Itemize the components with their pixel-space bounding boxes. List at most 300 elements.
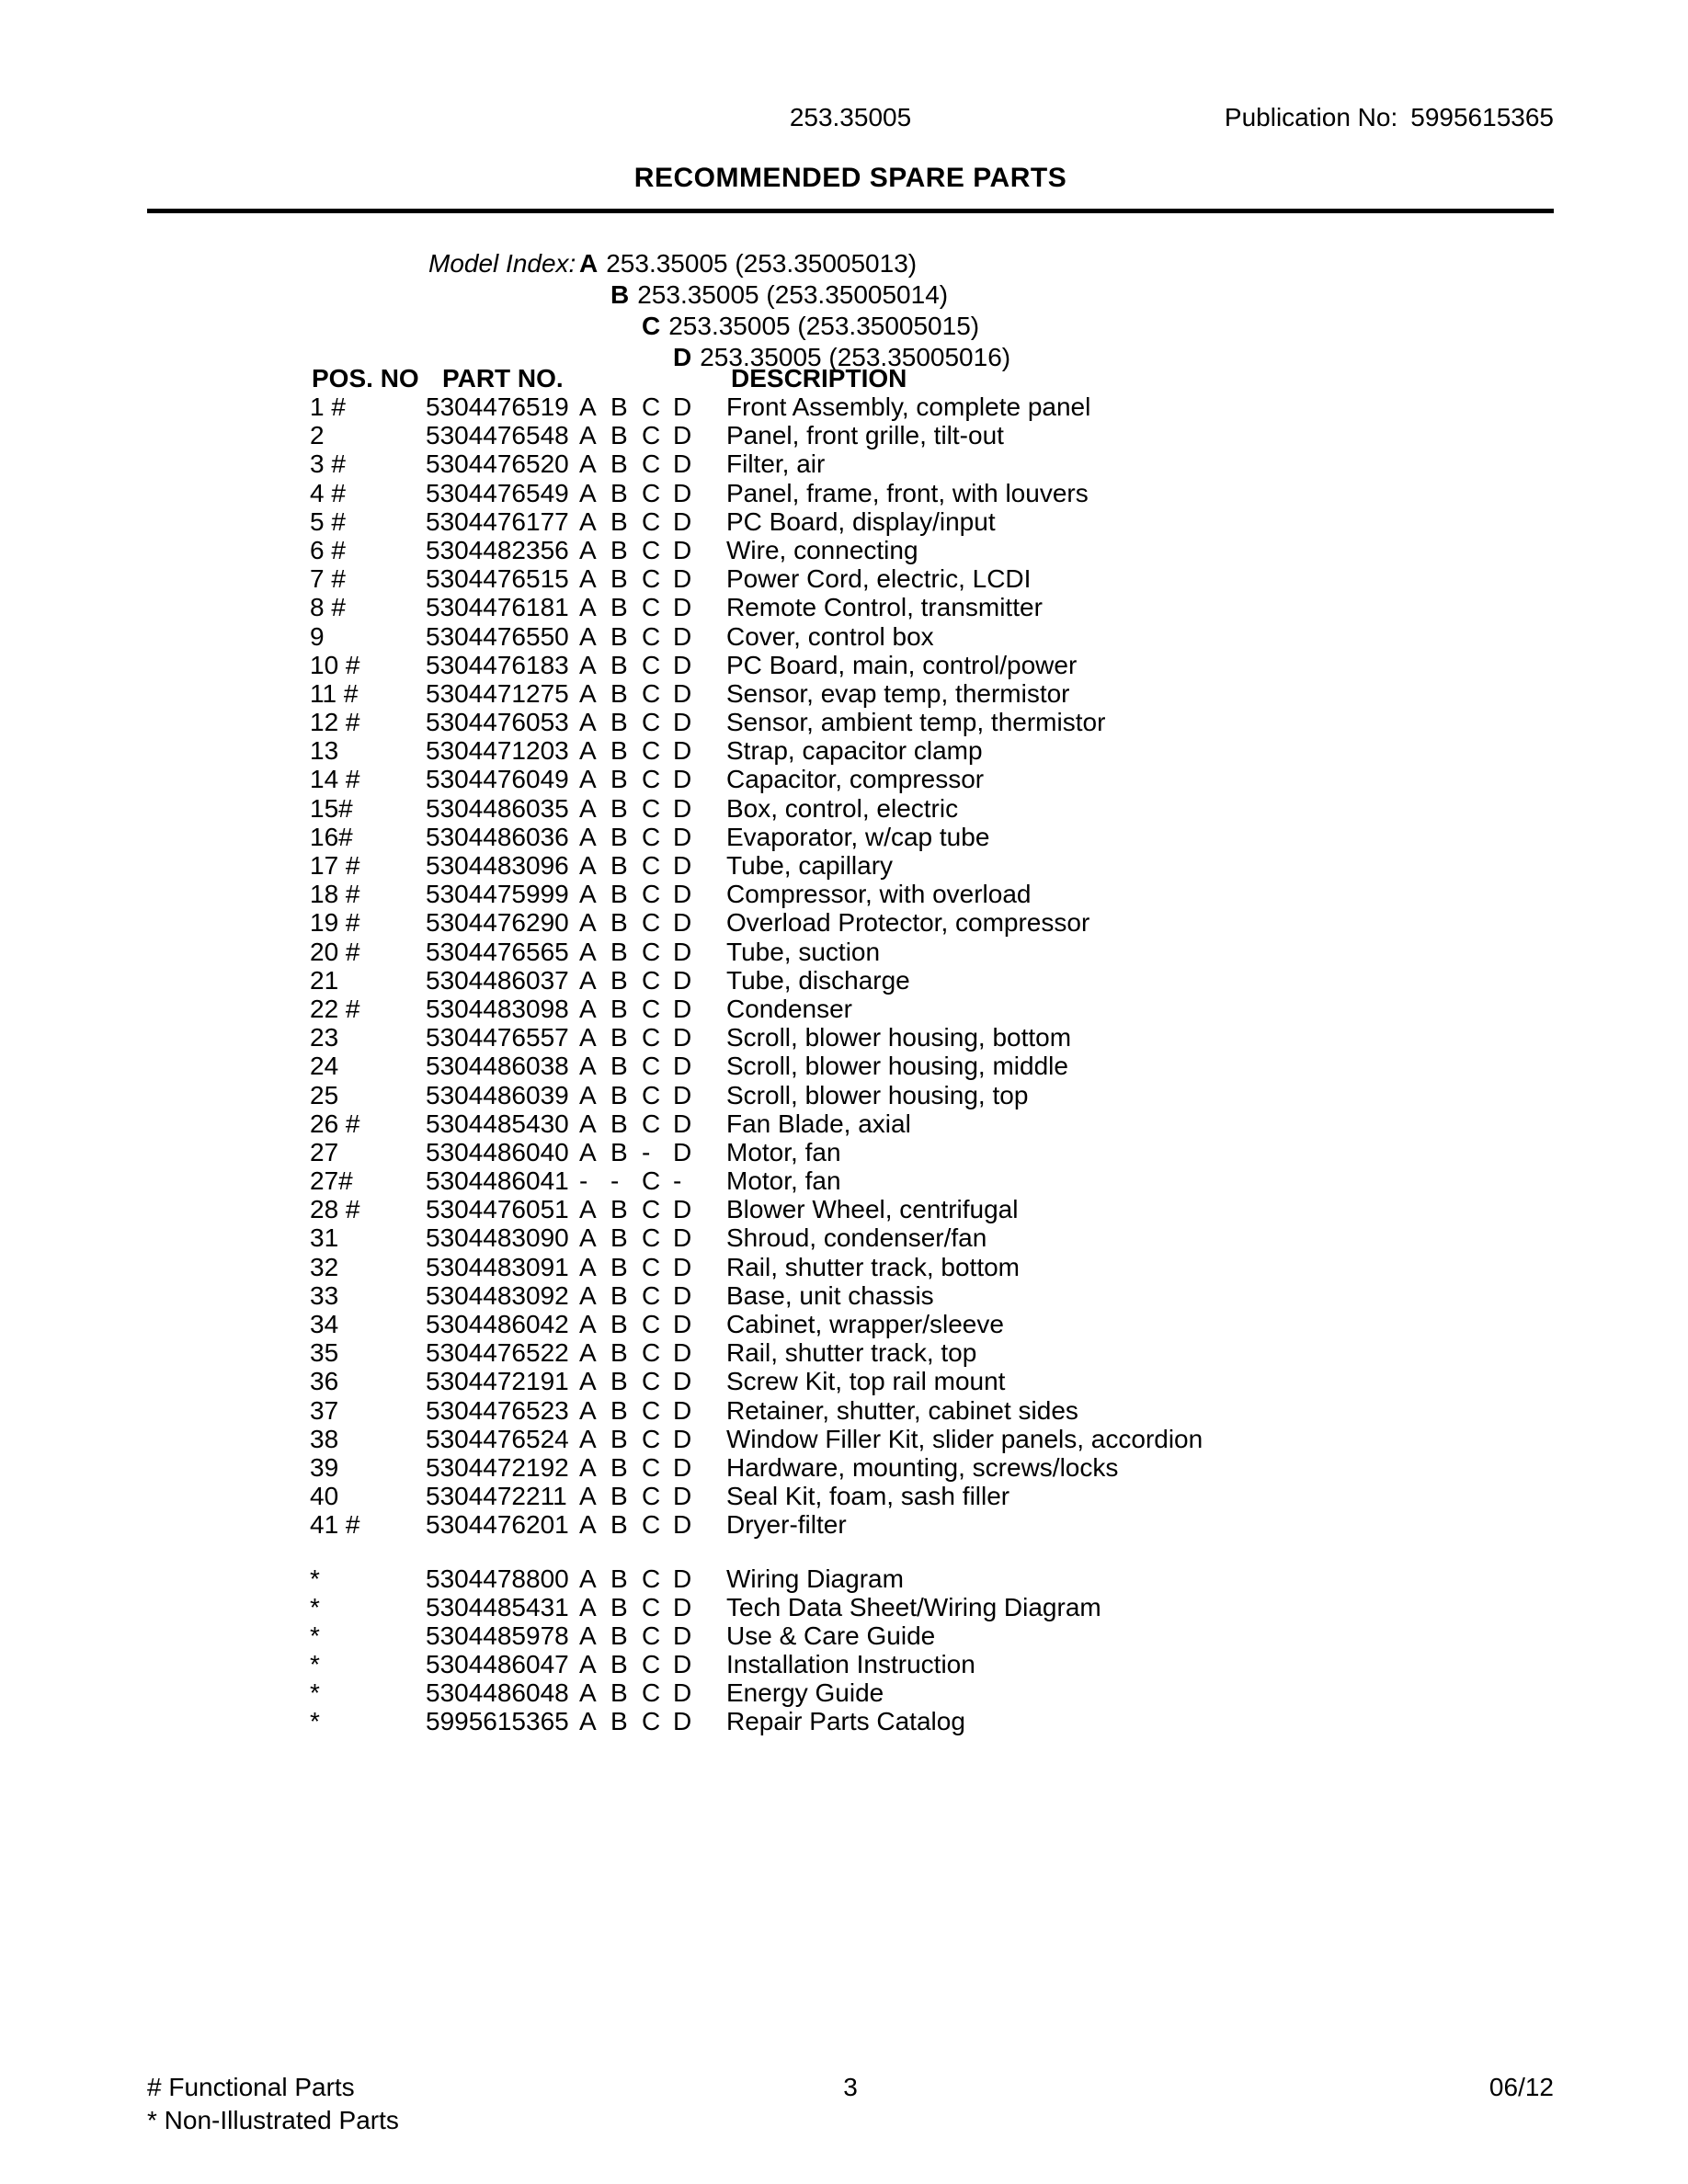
- row-model-mark-d: D: [673, 1109, 692, 1138]
- row-pos-number: *: [310, 1621, 320, 1650]
- row-model-mark-b: B: [610, 449, 628, 479]
- row-model-mark-b: B: [610, 650, 628, 679]
- table-row: [303, 564, 1688, 593]
- row-pos-number: 16#: [310, 822, 353, 851]
- row-pos-number: 22 #: [310, 994, 360, 1023]
- row-part-number: 5304486038: [426, 1052, 569, 1081]
- parts-table: [303, 364, 1688, 1736]
- row-model-mark-c: C: [642, 1592, 661, 1621]
- row-model-mark-c: C: [642, 1621, 661, 1650]
- row-model-mark-a: A: [579, 1080, 597, 1109]
- document-header: [147, 103, 1554, 134]
- row-model-mark-b: B: [610, 421, 628, 450]
- row-model-mark-c: C: [642, 1564, 661, 1593]
- row-model-mark-c: C: [642, 1510, 661, 1540]
- row-model-mark-c: C: [642, 650, 661, 679]
- row-model-mark-a: A: [579, 1678, 597, 1708]
- row-model-mark-a: A: [579, 1052, 597, 1081]
- row-model-mark-b: B: [610, 535, 628, 564]
- row-model-mark-a: -: [579, 1166, 588, 1196]
- table-row: [303, 708, 1688, 736]
- row-model-mark-b: B: [610, 1395, 628, 1425]
- row-part-number: 5304476051: [426, 1195, 569, 1224]
- model-index-entry: [428, 279, 1010, 311]
- model-index-letter: A: [579, 249, 599, 278]
- row-model-mark-c: C: [642, 1252, 661, 1281]
- row-pos-number: 27: [310, 1137, 339, 1166]
- model-index-letter: B: [610, 280, 630, 309]
- row-model-mark-c: C: [642, 1223, 661, 1253]
- row-model-mark-d: D: [673, 593, 692, 622]
- row-model-mark-d: D: [673, 908, 692, 938]
- row-model-mark-d: D: [673, 1592, 692, 1621]
- row-description: Capacitor, compressor: [726, 765, 985, 794]
- row-model-mark-d: D: [673, 650, 692, 679]
- row-pos-number: 33: [310, 1280, 339, 1310]
- row-description: Remote Control, transmitter: [726, 593, 1043, 622]
- row-pos-number: *: [310, 1707, 320, 1736]
- row-model-mark-a: A: [579, 880, 597, 909]
- table-row: [303, 1396, 1688, 1425]
- row-model-mark-a: A: [579, 506, 597, 536]
- row-part-number: 5304476183: [426, 650, 569, 679]
- table-row: [303, 536, 1688, 564]
- row-part-number: 5304482356: [426, 535, 569, 564]
- row-part-number: 5304486037: [426, 965, 569, 995]
- row-model-mark-a: A: [579, 1482, 597, 1511]
- row-model-mark-a: A: [579, 1395, 597, 1425]
- model-index-text: 253.35005 (253.35005015): [668, 312, 980, 340]
- row-part-number: 5304486047: [426, 1650, 569, 1679]
- row-description: Strap, capacitor clamp: [726, 736, 983, 766]
- row-pos-number: 21: [310, 965, 339, 995]
- table-row: [303, 1621, 1688, 1650]
- row-part-number: 5304476201: [426, 1510, 569, 1540]
- table-row: [303, 421, 1688, 449]
- row-model-mark-a: A: [579, 593, 597, 622]
- row-pos-number: 20 #: [310, 937, 360, 966]
- row-model-mark-a: A: [579, 1452, 597, 1482]
- row-model-mark-b: B: [610, 478, 628, 507]
- row-part-number: 5304476550: [426, 621, 569, 651]
- table-row: [303, 736, 1688, 765]
- row-part-number: 5304483098: [426, 994, 569, 1023]
- row-part-number: 5304476053: [426, 708, 569, 737]
- row-part-number: 5304472191: [426, 1367, 569, 1396]
- row-model-mark-a: A: [579, 937, 597, 966]
- row-model-mark-a: A: [579, 678, 597, 708]
- row-part-number: 5304486040: [426, 1137, 569, 1166]
- row-model-mark-c: C: [642, 1707, 661, 1736]
- row-model-mark-b: B: [610, 765, 628, 794]
- row-part-number: 5995615365: [426, 1707, 569, 1736]
- model-index-label: Model Index:: [428, 249, 576, 278]
- row-model-mark-d: D: [673, 1395, 692, 1425]
- column-header-description: DESCRIPTION: [731, 364, 907, 392]
- row-model-mark-c: C: [642, 449, 661, 479]
- row-description: Window Filler Kit, slider panels, accordion: [726, 1424, 1203, 1453]
- row-model-mark-d: D: [673, 965, 692, 995]
- row-model-mark-d: D: [673, 1678, 692, 1708]
- row-model-mark-d: D: [673, 564, 692, 594]
- row-model-mark-d: D: [673, 822, 692, 851]
- row-model-mark-d: D: [673, 880, 692, 909]
- row-model-mark-a: A: [579, 1510, 597, 1540]
- row-model-mark-a: A: [579, 535, 597, 564]
- row-model-mark-d: D: [673, 1621, 692, 1650]
- table-row: [303, 1109, 1688, 1138]
- row-pos-number: 39: [310, 1452, 339, 1482]
- row-model-mark-c: C: [642, 1166, 661, 1196]
- row-description: Tech Data Sheet/Wiring Diagram: [726, 1592, 1101, 1621]
- row-model-mark-a: A: [579, 1424, 597, 1453]
- header-model-number: 253.35005: [789, 103, 912, 131]
- row-model-mark-c: C: [642, 1452, 661, 1482]
- row-model-mark-d: D: [673, 994, 692, 1023]
- row-pos-number: 10 #: [310, 650, 360, 679]
- row-model-mark-b: B: [610, 678, 628, 708]
- row-model-mark-d: D: [673, 1280, 692, 1310]
- row-part-number: 5304483096: [426, 851, 569, 880]
- row-description: Blower Wheel, centrifugal: [726, 1195, 1019, 1224]
- row-description: PC Board, main, control/power: [726, 650, 1078, 679]
- row-part-number: 5304476520: [426, 449, 569, 479]
- row-model-mark-b: B: [610, 1023, 628, 1052]
- row-model-mark-d: D: [673, 937, 692, 966]
- row-description: Installation Instruction: [726, 1650, 975, 1679]
- table-row: [303, 794, 1688, 823]
- table-row: [303, 651, 1688, 679]
- row-model-mark-a: A: [579, 1310, 597, 1338]
- table-row: [303, 1678, 1688, 1707]
- row-description: Scroll, blower housing, middle: [726, 1052, 1068, 1081]
- row-model-mark-b: B: [610, 1592, 628, 1621]
- row-part-number: 5304475999: [426, 880, 569, 909]
- row-model-mark-a: A: [579, 793, 597, 823]
- row-model-mark-b: B: [610, 908, 628, 938]
- row-description: Condenser: [726, 994, 852, 1023]
- row-model-mark-b: B: [610, 822, 628, 851]
- row-part-number: 5304483090: [426, 1223, 569, 1253]
- row-pos-number: 14 #: [310, 765, 360, 794]
- row-model-mark-d: D: [673, 1080, 692, 1109]
- row-part-number: 5304476523: [426, 1395, 569, 1425]
- row-description: Hardware, mounting, screws/locks: [726, 1452, 1119, 1482]
- row-description: Compressor, with overload: [726, 880, 1032, 909]
- table-row: [303, 995, 1688, 1023]
- table-row: [303, 1138, 1688, 1166]
- row-model-mark-c: C: [642, 1310, 661, 1338]
- table-row: [303, 1425, 1688, 1453]
- row-model-mark-c: C: [642, 1367, 661, 1396]
- row-model-mark-a: A: [579, 822, 597, 851]
- row-description: Wiring Diagram: [726, 1564, 904, 1593]
- row-pos-number: 15#: [310, 793, 353, 823]
- row-model-mark-a: A: [579, 1564, 597, 1593]
- row-model-mark-c: C: [642, 593, 661, 622]
- row-part-number: 5304486036: [426, 822, 569, 851]
- model-index-entry: [428, 311, 1010, 342]
- row-part-number: 5304476519: [426, 392, 569, 421]
- row-model-mark-c: C: [642, 564, 661, 594]
- row-pos-number: 27#: [310, 1166, 353, 1196]
- row-part-number: 5304471203: [426, 736, 569, 766]
- row-model-mark-b: B: [610, 506, 628, 536]
- row-description: Motor, fan: [726, 1137, 841, 1166]
- row-part-number: 5304476049: [426, 765, 569, 794]
- row-model-mark-d: D: [673, 765, 692, 794]
- row-model-mark-d: D: [673, 1195, 692, 1224]
- row-model-mark-a: A: [579, 421, 597, 450]
- row-description: Seal Kit, foam, sash filler: [726, 1482, 1010, 1511]
- table-row: [303, 938, 1688, 966]
- row-pos-number: 24: [310, 1052, 339, 1081]
- row-model-mark-d: D: [673, 1310, 692, 1338]
- row-model-mark-a: A: [579, 908, 597, 938]
- row-model-mark-c: C: [642, 1080, 661, 1109]
- row-model-mark-d: D: [673, 1367, 692, 1396]
- table-row: [303, 1650, 1688, 1678]
- row-model-mark-c: C: [642, 535, 661, 564]
- table-row: [303, 1052, 1688, 1080]
- row-description: Scroll, blower housing, bottom: [726, 1023, 1072, 1052]
- table-row: [303, 449, 1688, 478]
- row-pos-number: 40: [310, 1482, 339, 1511]
- row-pos-number: 12 #: [310, 708, 360, 737]
- row-model-mark-a: A: [579, 478, 597, 507]
- row-description: Power Cord, electric, LCDI: [726, 564, 1032, 594]
- row-part-number: 5304471275: [426, 678, 569, 708]
- row-model-mark-d: D: [673, 1510, 692, 1540]
- row-model-mark-d: D: [673, 793, 692, 823]
- row-model-mark-b: B: [610, 392, 628, 421]
- title-rule: [147, 209, 1554, 213]
- row-pos-number: *: [310, 1592, 320, 1621]
- row-part-number: 5304476522: [426, 1338, 569, 1368]
- row-model-mark-b: B: [610, 621, 628, 651]
- row-model-mark-d: D: [673, 392, 692, 421]
- row-pos-number: 23: [310, 1023, 339, 1052]
- table-row: [303, 479, 1688, 507]
- row-model-mark-b: B: [610, 1510, 628, 1540]
- row-model-mark-a: A: [579, 1280, 597, 1310]
- table-row: [303, 851, 1688, 880]
- row-description: Rail, shutter track, bottom: [726, 1252, 1021, 1281]
- row-description: Repair Parts Catalog: [726, 1707, 965, 1736]
- footer-note-non-illustrated: * Non-Illustrated Parts: [147, 2106, 399, 2134]
- table-row: [303, 1707, 1688, 1735]
- row-pos-number: 37: [310, 1395, 339, 1425]
- row-pos-number: *: [310, 1650, 320, 1679]
- row-model-mark-d: D: [673, 478, 692, 507]
- row-pos-number: 25: [310, 1080, 339, 1109]
- row-description: Cabinet, wrapper/sleeve: [726, 1310, 1004, 1338]
- row-part-number: 5304476565: [426, 937, 569, 966]
- row-model-mark-d: D: [673, 678, 692, 708]
- row-description: Shroud, condenser/fan: [726, 1223, 987, 1253]
- row-model-mark-b: B: [610, 1367, 628, 1396]
- row-model-mark-d: D: [673, 736, 692, 766]
- row-model-mark-b: B: [610, 1621, 628, 1650]
- row-part-number: 5304476557: [426, 1023, 569, 1052]
- model-index-entry: [428, 248, 1010, 279]
- row-description: Motor, fan: [726, 1166, 841, 1196]
- table-row: [303, 1081, 1688, 1109]
- row-model-mark-b: B: [610, 1052, 628, 1081]
- row-model-mark-c: C: [642, 822, 661, 851]
- row-model-mark-a: A: [579, 736, 597, 766]
- table-row: [303, 1195, 1688, 1223]
- row-pos-number: 8 #: [310, 593, 346, 622]
- table-row: [303, 765, 1688, 793]
- row-part-number: 5304486042: [426, 1310, 569, 1338]
- row-model-mark-a: A: [579, 765, 597, 794]
- row-part-number: 5304472211: [426, 1482, 567, 1511]
- row-description: Wire, connecting: [726, 535, 918, 564]
- row-pos-number: 2: [310, 421, 325, 450]
- row-model-mark-c: C: [642, 506, 661, 536]
- row-model-mark-c: C: [642, 708, 661, 737]
- row-part-number: 5304485978: [426, 1621, 569, 1650]
- row-model-mark-c: C: [642, 965, 661, 995]
- row-model-mark-b: B: [610, 1482, 628, 1511]
- row-model-mark-d: D: [673, 1650, 692, 1679]
- row-model-mark-b: B: [610, 851, 628, 880]
- row-description: Filter, air: [726, 449, 826, 479]
- row-description: Overload Protector, compressor: [726, 908, 1090, 938]
- row-model-mark-b: B: [610, 793, 628, 823]
- row-description: Rail, shutter track, top: [726, 1338, 977, 1368]
- row-description: PC Board, display/input: [726, 506, 996, 536]
- row-description: Scroll, blower housing, top: [726, 1080, 1029, 1109]
- row-description: Energy Guide: [726, 1678, 884, 1708]
- row-model-mark-c: C: [642, 1023, 661, 1052]
- parts-table-header: [303, 364, 1688, 392]
- table-row: [303, 823, 1688, 851]
- row-pos-number: 35: [310, 1338, 339, 1368]
- table-section-gap: [303, 1540, 1688, 1564]
- row-part-number: 5304483091: [426, 1252, 569, 1281]
- row-model-mark-a: A: [579, 1621, 597, 1650]
- row-model-mark-b: B: [610, 937, 628, 966]
- row-model-mark-d: D: [673, 449, 692, 479]
- table-row: [303, 507, 1688, 536]
- row-model-mark-c: C: [642, 765, 661, 794]
- row-pos-number: 3 #: [310, 449, 346, 479]
- row-model-mark-c: C: [642, 1109, 661, 1138]
- row-model-mark-d: D: [673, 1338, 692, 1368]
- row-pos-number: 31: [310, 1223, 339, 1253]
- row-model-mark-c: C: [642, 621, 661, 651]
- row-model-mark-c: C: [642, 736, 661, 766]
- row-part-number: 5304486048: [426, 1678, 569, 1708]
- row-model-mark-c: C: [642, 1280, 661, 1310]
- row-model-mark-c: C: [642, 851, 661, 880]
- row-model-mark-b: B: [610, 1424, 628, 1453]
- row-model-mark-a: A: [579, 449, 597, 479]
- row-description: Front Assembly, complete panel: [726, 392, 1091, 421]
- table-row: [303, 1253, 1688, 1281]
- row-model-mark-b: B: [610, 1452, 628, 1482]
- row-description: Cover, control box: [726, 621, 934, 651]
- row-model-mark-d: D: [673, 851, 692, 880]
- table-row: [303, 1166, 1688, 1195]
- row-model-mark-b: -: [610, 1166, 620, 1196]
- row-model-mark-b: B: [610, 1650, 628, 1679]
- row-pos-number: 5 #: [310, 506, 346, 536]
- row-model-mark-b: B: [610, 1338, 628, 1368]
- row-model-mark-c: C: [642, 678, 661, 708]
- model-index-text: 253.35005 (253.35005016): [700, 343, 1011, 371]
- row-model-mark-a: A: [579, 1109, 597, 1138]
- row-model-mark-a: A: [579, 1650, 597, 1679]
- row-model-mark-b: B: [610, 1564, 628, 1593]
- row-model-mark-c: C: [642, 880, 661, 909]
- row-model-mark-d: D: [673, 1452, 692, 1482]
- row-part-number: 5304476515: [426, 564, 569, 594]
- row-model-mark-d: D: [673, 421, 692, 450]
- footer-note-functional: # Functional Parts: [147, 2073, 355, 2101]
- row-description: Use & Care Guide: [726, 1621, 936, 1650]
- row-model-mark-d: D: [673, 1707, 692, 1736]
- table-row: [303, 908, 1688, 937]
- row-model-mark-a: A: [579, 1592, 597, 1621]
- row-part-number: 5304476181: [426, 593, 569, 622]
- row-model-mark-d: D: [673, 1482, 692, 1511]
- row-part-number: 5304485430: [426, 1109, 569, 1138]
- row-model-mark-b: B: [610, 1252, 628, 1281]
- row-pos-number: 26 #: [310, 1109, 360, 1138]
- row-pos-number: *: [310, 1564, 320, 1593]
- row-description: Evaporator, w/cap tube: [726, 822, 990, 851]
- row-model-mark-c: C: [642, 1424, 661, 1453]
- column-header-part-no: PART NO.: [442, 364, 564, 392]
- row-part-number: 5304476177: [426, 506, 569, 536]
- table-row: [303, 1223, 1688, 1252]
- table-row: [303, 1367, 1688, 1395]
- row-pos-number: 11 #: [310, 678, 359, 708]
- row-model-mark-d: D: [673, 506, 692, 536]
- model-index-letter: D: [673, 343, 692, 371]
- row-description: Dryer-filter: [726, 1510, 847, 1540]
- row-model-mark-c: C: [642, 1650, 661, 1679]
- publication-number: 5995615365: [1410, 103, 1554, 131]
- table-row: [303, 1023, 1688, 1052]
- row-pos-number: 13: [310, 736, 339, 766]
- row-pos-number: 38: [310, 1424, 339, 1453]
- row-pos-number: 7 #: [310, 564, 346, 594]
- row-model-mark-a: A: [579, 1338, 597, 1368]
- parts-table-body: [303, 392, 1688, 1736]
- row-part-number: 5304476549: [426, 478, 569, 507]
- row-part-number: 5304483092: [426, 1280, 569, 1310]
- row-model-mark-d: D: [673, 1052, 692, 1081]
- row-model-mark-c: C: [642, 1482, 661, 1511]
- row-model-mark-d: D: [673, 621, 692, 651]
- row-pos-number: 6 #: [310, 535, 346, 564]
- model-index-text: 253.35005 (253.35005013): [606, 249, 918, 278]
- row-model-mark-b: B: [610, 1280, 628, 1310]
- row-part-number: 5304476524: [426, 1424, 569, 1453]
- row-model-mark-c: C: [642, 937, 661, 966]
- row-description: Tube, capillary: [726, 851, 894, 880]
- row-part-number: 5304476548: [426, 421, 569, 450]
- row-description: Tube, discharge: [726, 965, 910, 995]
- row-pos-number: 34: [310, 1310, 339, 1338]
- row-model-mark-b: B: [610, 1678, 628, 1708]
- row-model-mark-d: D: [673, 535, 692, 564]
- row-part-number: 5304485431: [426, 1592, 569, 1621]
